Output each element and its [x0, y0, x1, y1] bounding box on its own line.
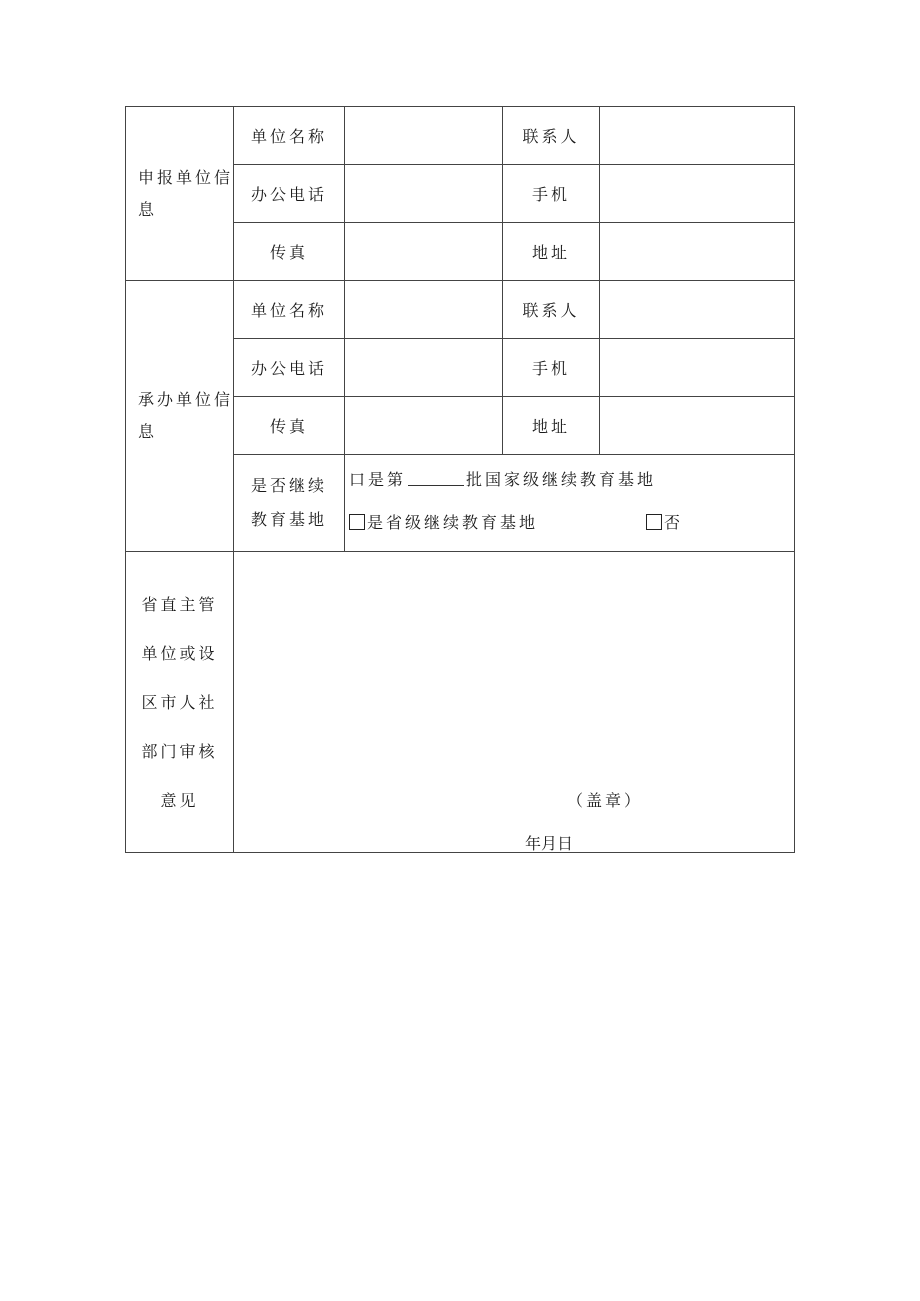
application-form-table	[125, 106, 795, 853]
applicant-mobile-field[interactable]	[600, 165, 795, 223]
applicant-phone-field[interactable]	[345, 165, 503, 223]
review-section-label: 省直主管单位或设区市人社部门审核意见	[126, 552, 234, 853]
applicant-mobile-label: 手机	[503, 165, 600, 223]
no-base-label: 否	[664, 513, 684, 532]
batch-number-blank[interactable]	[408, 471, 464, 486]
organizer-contact-field[interactable]	[600, 281, 795, 339]
organizer-mobile-label: 手机	[503, 339, 600, 397]
national-base-suffix: 批国家级继续教育基地	[466, 470, 657, 489]
provincial-base-label: 是省级继续教育基地	[367, 513, 539, 532]
applicant-phone-label: 办公电话	[234, 165, 345, 223]
organizer-address-field[interactable]	[600, 397, 795, 455]
applicant-fax-label: 传真	[234, 223, 345, 281]
organizer-fax-field[interactable]	[345, 397, 503, 455]
organizer-fax-label: 传真	[234, 397, 345, 455]
national-base-line	[349, 467, 794, 490]
national-base-prefix: 口是第	[349, 470, 407, 489]
organizer-base-label: 是否继续教育基地	[234, 455, 345, 552]
base-options	[345, 455, 795, 552]
provincial-base-checkbox[interactable]	[349, 514, 365, 530]
organizer-phone-label: 办公电话	[234, 339, 345, 397]
applicant-contact-label: 联系人	[503, 107, 600, 165]
organizer-phone-field[interactable]	[345, 339, 503, 397]
applicant-section-label: 申报单位信息	[126, 107, 234, 281]
applicant-contact-field[interactable]	[600, 107, 795, 165]
applicant-address-label: 地址	[503, 223, 600, 281]
organizer-section-label: 承办单位信息	[126, 281, 234, 552]
applicant-unit-name-label: 单位名称	[234, 107, 345, 165]
review-opinion-area[interactable]	[234, 552, 795, 853]
organizer-unit-name-label: 单位名称	[234, 281, 345, 339]
applicant-unit-name-field[interactable]	[345, 107, 503, 165]
date-text: 年月日	[525, 834, 574, 853]
no-base-checkbox[interactable]	[646, 514, 662, 530]
applicant-address-field[interactable]	[600, 223, 795, 281]
seal-text: （盖章）	[567, 791, 644, 810]
organizer-address-label: 地址	[503, 397, 600, 455]
applicant-fax-field[interactable]	[345, 223, 503, 281]
provincial-base-line	[349, 510, 794, 533]
organizer-unit-name-field[interactable]	[345, 281, 503, 339]
organizer-contact-label: 联系人	[503, 281, 600, 339]
organizer-mobile-field[interactable]	[600, 339, 795, 397]
